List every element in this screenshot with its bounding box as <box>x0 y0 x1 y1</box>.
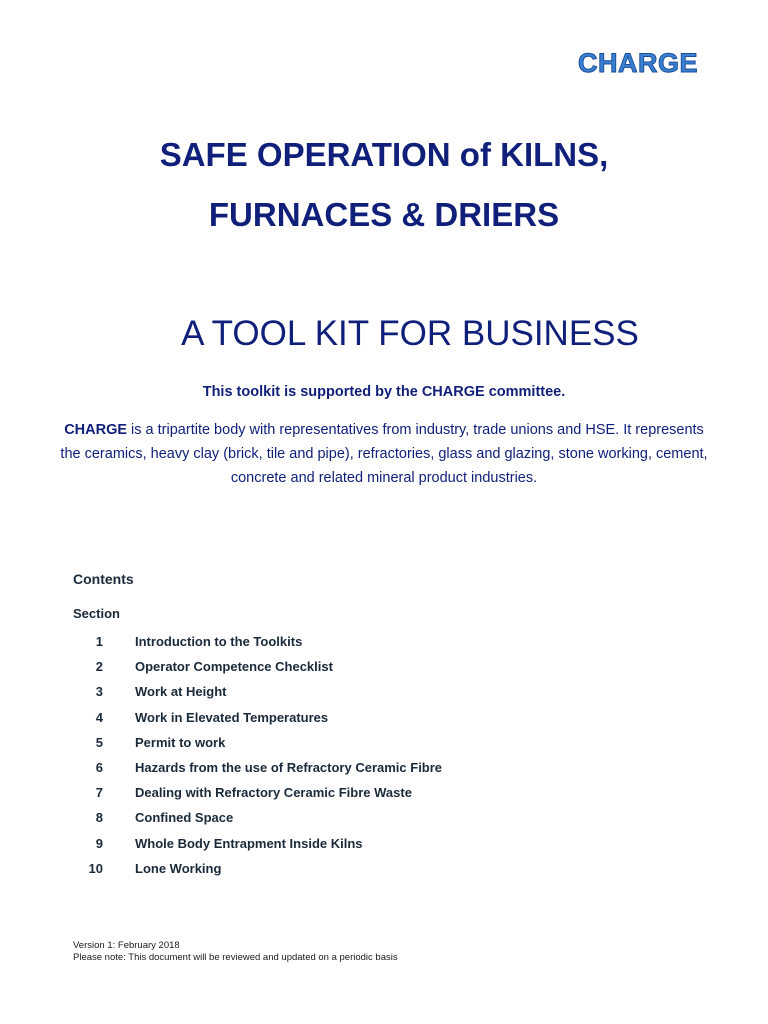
toc-item <box>73 780 693 805</box>
document-title-line-2: FURNACES & DRIERS <box>208 196 560 233</box>
toc-item-number: 4 <box>95 709 103 725</box>
toc-item-number: 5 <box>95 734 103 750</box>
toc-item-title: Introduction to the Toolkits <box>135 634 303 650</box>
contents-heading: Contents <box>73 571 134 587</box>
toc-item-title: Work at Height <box>135 684 227 700</box>
toc-item-number: 2 <box>95 659 103 675</box>
toc-item-title: Work in Elevated Temperatures <box>135 709 329 725</box>
document-title-line-1: SAFE OPERATION of KILNS, <box>159 136 609 173</box>
toc-item-title: Confined Space <box>135 810 234 826</box>
toc-item-title: Operator Competence Checklist <box>135 659 333 675</box>
toc-item <box>73 654 693 679</box>
toc-item <box>73 831 693 856</box>
toc-item <box>73 629 693 654</box>
toc-item-number: 1 <box>95 634 103 650</box>
toc-item-number: 8 <box>95 810 103 826</box>
toc-item <box>73 805 693 830</box>
toc-item-number: 10 <box>88 860 103 876</box>
toc-item <box>73 730 693 755</box>
support-statement: This toolkit is supported by the CHARGE committee. <box>202 384 566 400</box>
intro-paragraph <box>60 418 708 490</box>
toc-item-number: 7 <box>95 785 103 801</box>
toc-item-title: Hazards from the use of Refractory Ceramic Fibre <box>135 760 443 776</box>
version-note: Version 1: February 2018 <box>73 940 180 951</box>
document-footer <box>73 940 398 964</box>
toc-item-title: Permit to work <box>135 734 226 750</box>
toc-item-number: 9 <box>95 835 103 851</box>
toc-item-title: Dealing with Refractory Ceramic Fibre Waste <box>135 785 412 801</box>
section-column-label: Section <box>73 606 120 621</box>
toc-item <box>73 679 693 704</box>
document-subtitle: A TOOL KIT FOR BUSINESS <box>181 314 639 353</box>
review-note: Please note: This document will be reviewed and updated on a periodic basis <box>73 952 398 963</box>
toc-item <box>73 755 693 780</box>
toc-item-number: 6 <box>95 760 103 776</box>
toc-item-number: 3 <box>95 684 103 700</box>
toc-item-title: Whole Body Entrapment Inside Kilns <box>135 835 363 851</box>
toc-item <box>73 856 693 881</box>
intro-brand-name: CHARGE <box>64 422 128 438</box>
charge-logo: CHARGE <box>577 48 698 78</box>
toc-item-title: Lone Working <box>135 860 222 876</box>
intro-text: is a tripartite body with representatives from industry, trade unions and HSE. It represents the ceramics, heavy clay (brick, tile and pipe), refractories, glass and glazing, stone working, cement, concrete and related mineral product industries. <box>60 422 708 486</box>
toc-item <box>73 705 693 730</box>
table-of-contents <box>73 629 693 881</box>
